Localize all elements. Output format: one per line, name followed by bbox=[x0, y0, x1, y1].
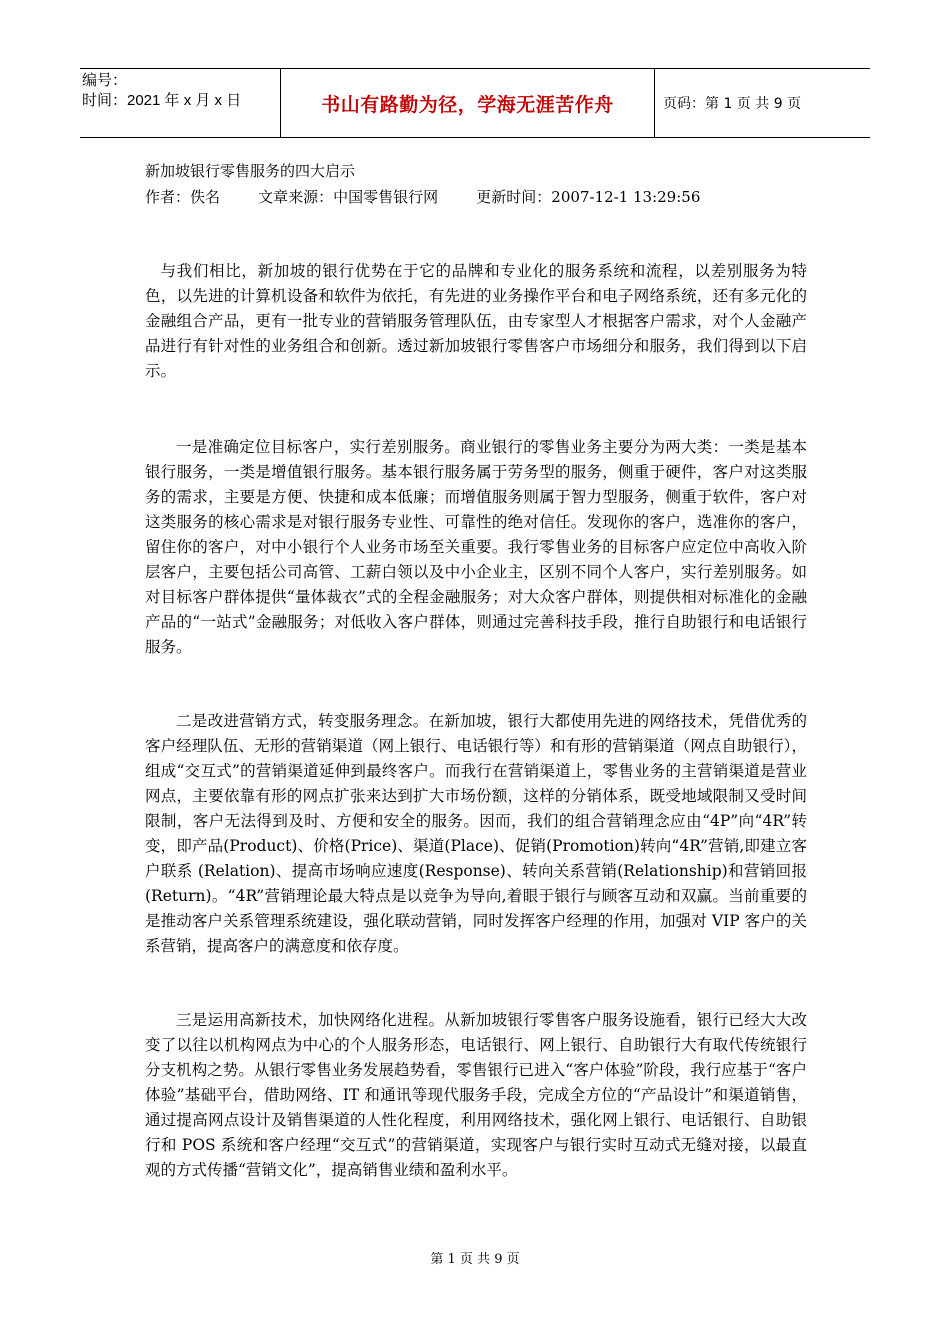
page-footer: 第 1 页 共 9 页 bbox=[430, 1252, 520, 1267]
header-left-cell bbox=[80, 69, 280, 137]
page-info: 页码：第 1 页 共 9 页 bbox=[663, 96, 802, 112]
paragraph-intro: 与我们相比，新加坡的银行优势在于它的品牌和专业化的服务系统和流程，以差别服务为特色，以先进的计算机设备和软件为依托，有先进的业务操作平台和电子网络系统，还有多元化的金融组合产品，更有一批专业的营销服务管理队伍，由专家型人才根据客户需求，对个人金融产品进行有针对性的业务组合和创新。透过新加坡银行零售客户市场细分和服务，我们得到以下启示。 bbox=[145, 262, 807, 380]
paragraph-marketing: 二是改进营销方式，转变服务理念。在新加坡，银行大都使用先进的网络技术，凭借优秀的客户经理队伍、无形的营销渠道（网上银行、电话银行等）和有形的营销渠道（网点自助银行），组成“交互式”的营销渠道延伸到最终客户。而我行在营销渠道上，零售业务的主营销渠道是营业网点，主要依靠有形的网点扩张来达到扩大市场份额，这样的分销体系，既受地域限制又受时间限制，客户无法得到及时、方便和安全的服务。因而，我们的组合营销理念应由“4P”向“4R”转变，即产品(Product)、价格(Price)、渠道(Place)、促销(Promotion)转向“4R”营销,即建立客户联系 (Relation)、提高市场响应速度(Response)、转向关系营销(Relationship)和营销回报(Return)。“4R”营销理论最大特点是以竞争为导向,着眼于银行与顾客互动和双赢。当前重要的是推动客户关系管理系统建设，强化联动营销，同时发挥客户经理的作用，加强对 VIP 客户的关系营销，提高客户的满意度和依存度。 bbox=[145, 712, 807, 955]
serial-label: 编号： bbox=[82, 72, 128, 89]
paragraph-target-customers: 一是准确定位目标客户，实行差别服务。商业银行的零售业务主要分为两大类：一类是基本银行服务，一类是增值银行服务。基本银行服务属于劳务型的服务，侧重于硬件，客户对这类服务的需求，主要是方便、快捷和成本低廉；而增值服务则属于智力型服务，侧重于软件，客户对这类服务的核心需求是对银行服务专业性、可靠性的绝对信任。发现你的客户，选准你的客户，留住你的客户，对中小银行个人业务市场至关重要。我行零售业务的目标客户应定位中高收入阶层客户，主要包括公司高管、工薪白领以及中小企业主，区别不同个人客户，实行差别服务。如对目标客户群体提供“量体裁衣”式的全程金融服务；对大众客户群体，则提供相对标准化的金融产品的“一站式”金融服务；对低收入客户群体，则通过完善科技手段，推行自助银行和电话银行服务。 bbox=[145, 438, 807, 656]
article-title: 新加坡银行零售服务的四大启示 bbox=[145, 162, 356, 180]
article-meta: 作者：佚名 文章来源：中国零售银行网 更新时间：2007-12-1 13:29:56 bbox=[145, 188, 701, 206]
date-line: 时间：2021 年 x 月 x 日 bbox=[82, 92, 242, 109]
header-motto-cell bbox=[280, 69, 655, 137]
paragraph-technology: 三是运用高新技术，加快网络化进程。从新加坡银行零售客户服务设施看，银行已经大大改变了以往以机构网点为中心的个人服务形态，电话银行、网上银行、自助银行大有取代传统银行分支机构之势。从银行零售业务发展趋势看，零售银行已进入“客户体验”阶段，我行应基于“客户体验”基础平台，借助网络、IT 和通讯等现代服务手段，完成全方位的“产品设计”和渠道销售，通过提高网点设计及销售渠道的人性化程度，利用网络技术，强化网上银行、电话银行、自助银行和 POS 系统和客户经理“交互式”的营销渠道，实现客户与银行实时互动式无缝对接，以最直观的方式传播“营销文化”，提高销售业绩和盈利水平。 bbox=[145, 1011, 807, 1179]
header-page-cell bbox=[655, 69, 870, 137]
motto-text: 书山有路勤为径，学海无涯苦作舟 bbox=[321, 93, 614, 116]
document-header bbox=[80, 68, 870, 138]
